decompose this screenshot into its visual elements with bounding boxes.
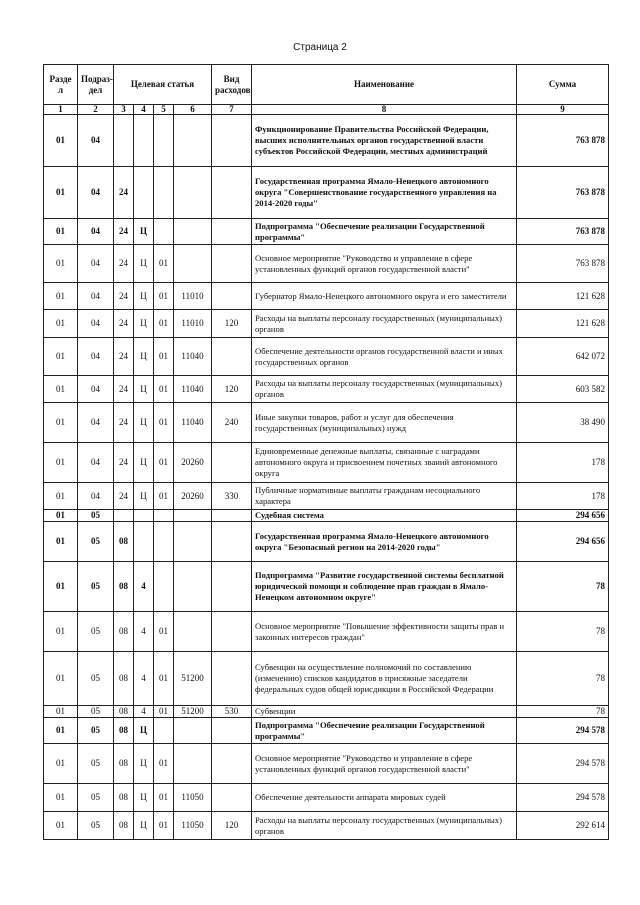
cell-subprogram: [134, 167, 154, 219]
cell-direction: [174, 522, 212, 562]
cell-name: Публичные нормативные выплаты гражданам несоциального характера: [252, 483, 517, 510]
cell-razdel: 01: [44, 167, 78, 219]
cell-subprogram: 4: [134, 612, 154, 652]
cell-razdel: 01: [44, 562, 78, 612]
cell-sum: 294 578: [517, 784, 609, 812]
cell-name: Судебная система: [252, 510, 517, 522]
cell-program: 24: [114, 376, 134, 403]
cell-program: 08: [114, 522, 134, 562]
cell-sum: 178: [517, 483, 609, 510]
cell-razdel: 01: [44, 376, 78, 403]
column-number: 1: [44, 105, 78, 115]
cell-razdel: 01: [44, 443, 78, 483]
cell-direction: [174, 510, 212, 522]
cell-vid: [212, 652, 252, 706]
cell-podrazdel: 05: [78, 706, 114, 718]
cell-event: 01: [154, 443, 174, 483]
column-number: 6: [174, 105, 212, 115]
cell-subprogram: Ц: [134, 338, 154, 376]
cell-direction: 51200: [174, 652, 212, 706]
cell-program: 08: [114, 784, 134, 812]
cell-sum: 292 614: [517, 812, 609, 840]
cell-name: Обеспечение деятельности аппарата мировых судей: [252, 784, 517, 812]
cell-podrazdel: 04: [78, 443, 114, 483]
cell-sum: 294 656: [517, 510, 609, 522]
cell-program: 24: [114, 483, 134, 510]
cell-sum: 121 628: [517, 283, 609, 310]
table-row: [44, 522, 609, 562]
cell-podrazdel: 04: [78, 167, 114, 219]
cell-vid: [212, 245, 252, 283]
cell-razdel: 01: [44, 245, 78, 283]
column-number: 2: [78, 105, 114, 115]
cell-name: Субвенции: [252, 706, 517, 718]
cell-event: [154, 510, 174, 522]
cell-event: 01: [154, 744, 174, 784]
cell-program: 24: [114, 443, 134, 483]
cell-vid: 240: [212, 403, 252, 443]
cell-event: 01: [154, 812, 174, 840]
cell-vid: 120: [212, 310, 252, 338]
cell-vid: [212, 443, 252, 483]
cell-program: 24: [114, 403, 134, 443]
cell-podrazdel: 04: [78, 376, 114, 403]
table-row: [44, 744, 609, 784]
cell-podrazdel: 04: [78, 483, 114, 510]
cell-podrazdel: 05: [78, 510, 114, 522]
column-number: 4: [134, 105, 154, 115]
cell-subprogram: 4: [134, 652, 154, 706]
column-number: 7: [212, 105, 252, 115]
cell-vid: [212, 612, 252, 652]
cell-sum: 763 878: [517, 167, 609, 219]
cell-name: Государственная программа Ямало-Ненецкого автономного округа "Безопасный регион на 2014-2020 годы": [252, 522, 517, 562]
table-row: [44, 706, 609, 718]
cell-program: 24: [114, 219, 134, 245]
cell-vid: 530: [212, 706, 252, 718]
cell-vid: 120: [212, 812, 252, 840]
cell-direction: [174, 612, 212, 652]
cell-event: [154, 522, 174, 562]
cell-subprogram: [134, 522, 154, 562]
cell-direction: 11040: [174, 376, 212, 403]
cell-razdel: 01: [44, 718, 78, 744]
cell-sum: 763 878: [517, 115, 609, 167]
header-podrazdel: Подраз- дел: [78, 65, 114, 105]
column-number: 5: [154, 105, 174, 115]
cell-name: Основное мероприятие "Руководство и управление в сфере установленных функций органов государственной власти": [252, 245, 517, 283]
cell-event: 01: [154, 338, 174, 376]
cell-podrazdel: 04: [78, 283, 114, 310]
cell-event: 01: [154, 376, 174, 403]
cell-vid: [212, 510, 252, 522]
cell-name: Государственная программа Ямало-Ненецкого автономного округа "Совершенствование государственного управления на 2014-2020 годы": [252, 167, 517, 219]
cell-podrazdel: 05: [78, 718, 114, 744]
cell-event: 01: [154, 245, 174, 283]
cell-direction: 20260: [174, 483, 212, 510]
cell-event: 01: [154, 612, 174, 652]
cell-direction: 20260: [174, 443, 212, 483]
cell-name: Основное мероприятие "Руководство и управление в сфере установленных функций органов государственной власти": [252, 744, 517, 784]
cell-sum: 78: [517, 706, 609, 718]
cell-name: Расходы на выплаты персоналу государственных (муниципальных) органов: [252, 310, 517, 338]
cell-name: Расходы на выплаты персоналу государственных (муниципальных) органов: [252, 376, 517, 403]
cell-subprogram: Ц: [134, 744, 154, 784]
cell-name: Субвенции на осуществление полномочий по составлению (изменению) списков кандидатов в присяжные заседатели федеральных судов общей юрисдикции в Российской Федерации: [252, 652, 517, 706]
cell-event: 01: [154, 784, 174, 812]
cell-razdel: 01: [44, 310, 78, 338]
cell-razdel: 01: [44, 812, 78, 840]
cell-program: 24: [114, 245, 134, 283]
cell-razdel: 01: [44, 522, 78, 562]
header-tselevaya: Целевая статья: [114, 65, 212, 105]
header-naim: Наименование: [252, 65, 517, 105]
cell-vid: [212, 115, 252, 167]
cell-program: 24: [114, 167, 134, 219]
cell-razdel: 01: [44, 115, 78, 167]
cell-name: Подпрограмма "Обеспечение реализации Государственной программы": [252, 219, 517, 245]
cell-razdel: 01: [44, 338, 78, 376]
cell-podrazdel: 05: [78, 562, 114, 612]
cell-subprogram: Ц: [134, 718, 154, 744]
cell-podrazdel: 05: [78, 784, 114, 812]
table-row: [44, 510, 609, 522]
table-row: [44, 245, 609, 283]
table-row: [44, 812, 609, 840]
cell-podrazdel: 04: [78, 219, 114, 245]
cell-name: Подпрограмма "Развитие государственной системы бесплатной юридической помощи и соблюдение прав граждан в Ямало-Ненецком автономном округе": [252, 562, 517, 612]
cell-podrazdel: 04: [78, 403, 114, 443]
cell-podrazdel: 05: [78, 522, 114, 562]
cell-razdel: 01: [44, 784, 78, 812]
cell-sum: 294 578: [517, 744, 609, 784]
cell-podrazdel: 05: [78, 612, 114, 652]
cell-direction: [174, 562, 212, 612]
cell-sum: 642 072: [517, 338, 609, 376]
cell-event: [154, 562, 174, 612]
cell-sum: 763 878: [517, 219, 609, 245]
cell-subprogram: [134, 115, 154, 167]
table-row: [44, 376, 609, 403]
cell-direction: 51200: [174, 706, 212, 718]
cell-vid: 330: [212, 483, 252, 510]
cell-program: 24: [114, 338, 134, 376]
table-row: [44, 310, 609, 338]
cell-program: 24: [114, 310, 134, 338]
header-vid: Вид расходов: [212, 65, 252, 105]
cell-vid: [212, 718, 252, 744]
cell-name: Расходы на выплаты персоналу государственных (муниципальных) органов: [252, 812, 517, 840]
cell-event: 01: [154, 310, 174, 338]
table-row: [44, 483, 609, 510]
cell-podrazdel: 05: [78, 744, 114, 784]
cell-podrazdel: 04: [78, 310, 114, 338]
cell-subprogram: Ц: [134, 219, 154, 245]
table-row: [44, 562, 609, 612]
cell-name: Обеспечение деятельности органов государственной власти и иных государственных органов: [252, 338, 517, 376]
cell-event: 01: [154, 283, 174, 310]
cell-razdel: 01: [44, 219, 78, 245]
cell-subprogram: 4: [134, 562, 154, 612]
cell-subprogram: Ц: [134, 310, 154, 338]
cell-sum: 178: [517, 443, 609, 483]
cell-direction: 11010: [174, 283, 212, 310]
column-number: 8: [252, 105, 517, 115]
cell-event: 01: [154, 403, 174, 443]
cell-direction: 11040: [174, 338, 212, 376]
budget-table: [43, 64, 609, 840]
cell-vid: [212, 522, 252, 562]
cell-program: 08: [114, 718, 134, 744]
cell-subprogram: Ц: [134, 245, 154, 283]
cell-razdel: 01: [44, 612, 78, 652]
cell-sum: 603 582: [517, 376, 609, 403]
table-row: [44, 167, 609, 219]
header-summa: Сумма: [517, 65, 609, 105]
cell-podrazdel: 05: [78, 652, 114, 706]
cell-event: [154, 718, 174, 744]
cell-subprogram: [134, 510, 154, 522]
cell-subprogram: Ц: [134, 483, 154, 510]
cell-name: Губернатор Ямало-Ненецкого автономного округа и его заместители: [252, 283, 517, 310]
table-row: [44, 403, 609, 443]
cell-sum: 294 656: [517, 522, 609, 562]
cell-program: 08: [114, 744, 134, 784]
table-row: [44, 612, 609, 652]
cell-razdel: 01: [44, 483, 78, 510]
cell-event: 01: [154, 706, 174, 718]
cell-vid: [212, 283, 252, 310]
cell-event: [154, 219, 174, 245]
table-row: [44, 718, 609, 744]
cell-direction: 11010: [174, 310, 212, 338]
cell-sum: 78: [517, 612, 609, 652]
cell-vid: [212, 338, 252, 376]
cell-sum: 78: [517, 562, 609, 612]
cell-program: 08: [114, 706, 134, 718]
table-row: [44, 283, 609, 310]
cell-subprogram: Ц: [134, 403, 154, 443]
table-row: [44, 652, 609, 706]
cell-sum: 121 628: [517, 310, 609, 338]
cell-razdel: 01: [44, 744, 78, 784]
cell-subprogram: Ц: [134, 784, 154, 812]
cell-program: 08: [114, 812, 134, 840]
cell-program: [114, 115, 134, 167]
cell-razdel: 01: [44, 403, 78, 443]
cell-vid: [212, 784, 252, 812]
cell-direction: 11050: [174, 812, 212, 840]
column-number-row: [44, 105, 609, 115]
cell-direction: [174, 245, 212, 283]
cell-name: Подпрограмма "Обеспечение реализации Государственной программы": [252, 718, 517, 744]
cell-program: 08: [114, 612, 134, 652]
cell-program: 24: [114, 283, 134, 310]
cell-vid: 120: [212, 376, 252, 403]
cell-direction: 11040: [174, 403, 212, 443]
cell-name: Иные закупки товаров, работ и услуг для обеспечения государственных (муниципальных) нужд: [252, 403, 517, 443]
cell-subprogram: Ц: [134, 443, 154, 483]
column-number: 3: [114, 105, 134, 115]
cell-podrazdel: 04: [78, 338, 114, 376]
cell-sum: 763 878: [517, 245, 609, 283]
header-row: [44, 65, 609, 105]
cell-event: 01: [154, 652, 174, 706]
cell-sum: 38 490: [517, 403, 609, 443]
column-number: 9: [517, 105, 609, 115]
cell-name: Основное мероприятие "Повышение эффективности защиты прав и законных интересов граждан": [252, 612, 517, 652]
cell-name: Функционирование Правительства Российской Федерации, высших исполнительных органов государственной власти субъектов Российской Федерации, местных администраций: [252, 115, 517, 167]
cell-podrazdel: 05: [78, 812, 114, 840]
cell-razdel: 01: [44, 706, 78, 718]
table-row: [44, 443, 609, 483]
cell-subprogram: Ц: [134, 283, 154, 310]
cell-program: [114, 510, 134, 522]
cell-program: 08: [114, 562, 134, 612]
cell-vid: [212, 219, 252, 245]
cell-direction: [174, 115, 212, 167]
cell-subprogram: Ц: [134, 376, 154, 403]
header-razdel: Разде л: [44, 65, 78, 105]
cell-vid: [212, 744, 252, 784]
table-row: [44, 115, 609, 167]
cell-vid: [212, 562, 252, 612]
cell-razdel: 01: [44, 510, 78, 522]
cell-direction: 11050: [174, 784, 212, 812]
cell-razdel: 01: [44, 652, 78, 706]
page-label: Страница 2: [293, 42, 347, 53]
cell-name: Единовременные денежные выплаты, связанные с наградами автономного округа и присвоением почетных званий автономного округа: [252, 443, 517, 483]
cell-event: 01: [154, 483, 174, 510]
cell-sum: 294 578: [517, 718, 609, 744]
cell-razdel: 01: [44, 283, 78, 310]
cell-program: 08: [114, 652, 134, 706]
cell-podrazdel: 04: [78, 115, 114, 167]
cell-sum: 78: [517, 652, 609, 706]
cell-direction: [174, 167, 212, 219]
cell-subprogram: 4: [134, 706, 154, 718]
cell-podrazdel: 04: [78, 245, 114, 283]
cell-subprogram: Ц: [134, 812, 154, 840]
table-row: [44, 219, 609, 245]
cell-direction: [174, 718, 212, 744]
table-row: [44, 784, 609, 812]
cell-event: [154, 167, 174, 219]
cell-direction: [174, 219, 212, 245]
cell-event: [154, 115, 174, 167]
cell-direction: [174, 744, 212, 784]
cell-vid: [212, 167, 252, 219]
table-row: [44, 338, 609, 376]
